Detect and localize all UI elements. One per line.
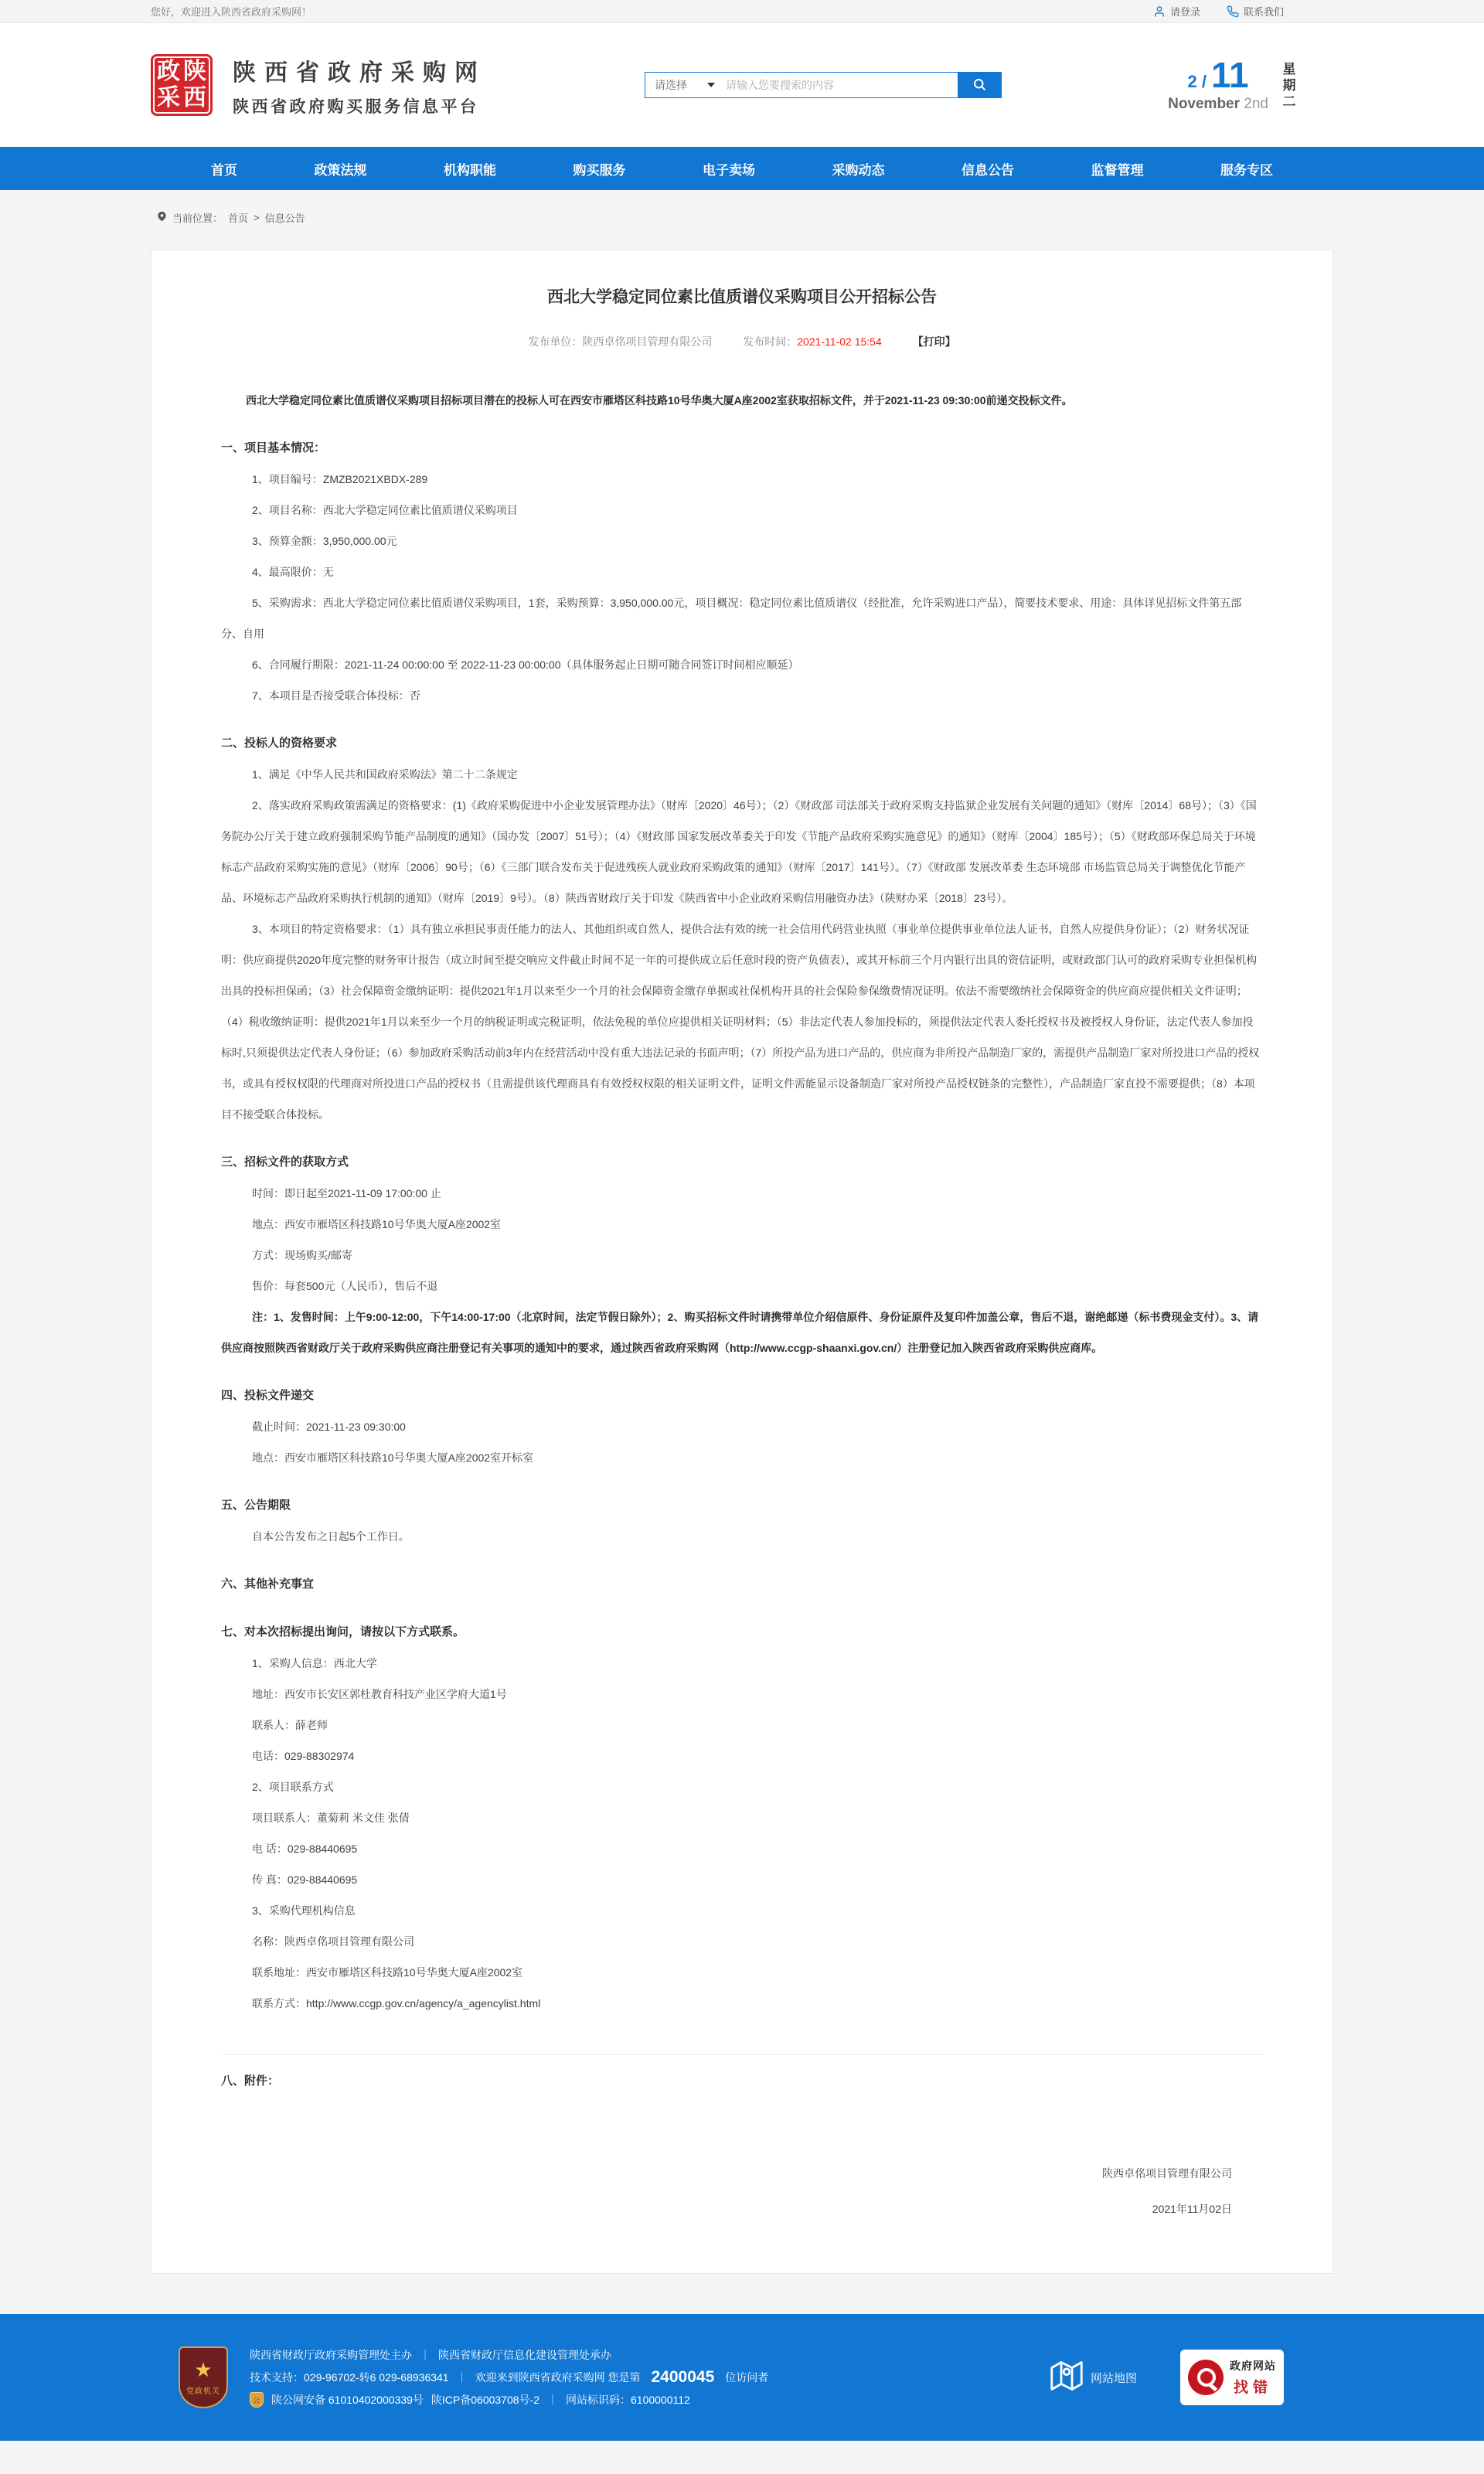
doc-paragraph: 名称：陕西卓佲项目管理有限公司 (252, 1935, 414, 1948)
doc-paragraph: 2、项目联系方式 (252, 1781, 334, 1793)
doc-paragraph: 联系方式：http://www.ccgp.gov.cn/agency/a_agencylist.html (252, 1997, 541, 2009)
doc-paragraph: 地址：西安市长安区郭杜教育科技产业区学府大道1号 (252, 1688, 507, 1700)
doc-paragraph: 自本公告发布之日起5个工作日。 (252, 1530, 410, 1543)
police-badge-icon: 公 (250, 2392, 264, 2408)
footer-separator: ｜ (420, 2349, 431, 2361)
site-subtitle: 陕西省政府购买服务信息平台 (233, 97, 479, 116)
seal-char: 政 (157, 59, 180, 84)
publish-time: 2021-11-02 15:54 (797, 335, 882, 348)
nav-item[interactable]: 服务专区 (1220, 162, 1273, 178)
doc-paragraph: 地点：西安市雁塔区科技路10号华奥大厦A座2002室 (252, 1218, 502, 1230)
chevron-down-icon (707, 83, 715, 87)
doc-paragraph: 五、公告期限 (221, 1499, 291, 1512)
doc-paragraph: 六、其他补充事宜 (221, 1577, 315, 1591)
weekday-char: 二 (1282, 94, 1296, 109)
nav-item[interactable]: 机构职能 (444, 162, 496, 178)
main-nav (0, 147, 1484, 190)
doc-paragraph: 3、采购代理机构信息 (252, 1904, 356, 1917)
map-icon (1050, 2360, 1083, 2395)
doc-paragraph: 联系人：薛老师 (252, 1719, 328, 1731)
breadcrumb-separator: > (254, 212, 260, 223)
nav-item[interactable]: 电子卖场 (703, 162, 755, 178)
nav-item[interactable]: 监督管理 (1091, 162, 1144, 178)
doc-paragraph: 方式：现场购买/邮寄 (252, 1249, 352, 1261)
date-day-big: 11 (1210, 55, 1249, 95)
contact-link[interactable] (1227, 4, 1284, 19)
site-logo-seal (151, 54, 213, 116)
party-gov-shield-icon (179, 2346, 228, 2408)
breadcrumb-current[interactable]: 信息公告 (264, 213, 305, 224)
print-button[interactable]: 【打印】 (912, 335, 956, 348)
footer-icp-record[interactable]: 陕ICP备06003708号-2 (431, 2394, 539, 2406)
sitemap-label: 网站地图 (1090, 2371, 1137, 2385)
login-label: 请登录 (1169, 6, 1200, 18)
signature-date: 2021年11月02日 (1152, 2203, 1232, 2215)
contact-label: 联系我们 (1243, 6, 1284, 18)
date-month-en: November (1168, 96, 1241, 112)
doc-paragraph: 三、招标文件的获取方式 (221, 1155, 349, 1169)
error-report-logo-icon (1188, 2360, 1224, 2395)
doc-paragraph: 传 真：029-88440695 (252, 1873, 358, 1886)
doc-paragraph: 七、对本次招标提出询问，请按以下方式联系。 (221, 1625, 465, 1639)
topbar (0, 0, 1484, 23)
nav-item[interactable]: 政策法规 (314, 162, 367, 178)
nav-item[interactable]: 采购动态 (832, 162, 885, 178)
doc-paragraph: 电话：029-88302974 (252, 1750, 355, 1762)
footer-visitor-text: 欢迎来到陕西省政府采购网 您是第 (475, 2371, 641, 2384)
site-name: 陕西省政府采购网 (233, 60, 486, 86)
breadcrumb-row (151, 190, 1333, 225)
gov-site-error-report-badge[interactable] (1180, 2350, 1284, 2405)
footer-separator: ｜ (546, 2394, 558, 2406)
doc-paragraph: 1、满足《中华人民共和国政府采购法》第二十二条规定 (252, 768, 518, 781)
doc-paragraph: 6、合同履行期限：2021-11-24 00:00:00 至 2022-11-23 00:00:00（具体服务起止日期可随合同签订时间相应顺延） (252, 658, 799, 671)
doc-paragraph: 2、落实政府采购政策需满足的资格要求：(1)《政府采购促进中小企业发展管理办法》（财库〔2020〕46号）；（2）《财政部 司法部关于政府采购支持监狱企业发展有关问题的通知》（财库〔2014〕68号）；（3）《国务院办公厅关于建立政府强制采购节能产品制度的通知》（国办发〔2007〕51号）；（4）《财政部 国家发展改革委关于印发《节能产品政府采购实施意见》的通知》（财库〔2004〕185号）；（5）《财政部环保总局关于环境标志产品政府采购实施的意见》（财库〔2006〕90号；（6）《三部门联合发布关于促进残疾人就业政府采购政策的通知》（财库〔2017〕141号）。（7）《财政部 发展改革委 生态环境部 市场监管总局关于调整优化节能产品、环境标志产品政府采购执行机制的通知》（财库〔2019〕9号）。（8）陕西省财政厅关于印发《陕西省中小企业政府采购信用融资办法》（陕财办采〔2018〕23号）。 (221, 799, 1257, 904)
footer-site-code: 网站标识码：6100000112 (565, 2394, 690, 2406)
seal-char: 陕 (183, 59, 206, 84)
doc-paragraph: 地点：西安市雁塔区科技路10号华奥大厦A座2002室开标室 (252, 1451, 534, 1464)
search-icon (972, 77, 986, 94)
signature-company: 陕西卓佲项目管理有限公司 (1102, 2167, 1232, 2180)
doc-paragraph: 四、投标文件递交 (221, 1389, 315, 1402)
doc-paragraph: 二、投标人的资格要求 (221, 737, 338, 750)
doc-paragraph: 注：1、发售时间：上午9:00-12:00，下午14:00-17:00（北京时间，法定节假日除外）；2、购买招标文件时请携带单位介绍信原件、身份证原件及复印件加盖公章，售后不退，谢绝邮递（标书费现金支付）。3、请供应商按照陕西省财政厅关于政府采购供应商注册登记有关事项的通知中的要求，通过陕西省政府采购网（http://www.ccgp-shaanxi.gov.cn/）注册登记加入陕西省政府采购供应商库。 (221, 1311, 1259, 1354)
doc-paragraph: 一、项目基本情况： (221, 441, 326, 454)
nav-item[interactable]: 信息公告 (962, 162, 1014, 178)
search-bar (645, 72, 1002, 98)
visitor-count: 2400045 (651, 2368, 715, 2386)
doc-paragraph: 电 话：029-88440695 (252, 1843, 358, 1855)
search-button[interactable] (958, 73, 1001, 97)
publish-unit: 陕西卓佲项目管理有限公司 (582, 335, 713, 348)
doc-paragraph: 3、本项目的特定资格要求：（1）具有独立承担民事责任能力的法人、其他组织或自然人，提供合法有效的统一社会信用代码营业执照（事业单位提供事业单位法人证书，自然人应提供身份证）；（2）财务状况证明：供应商提供2020年度完整的财务审计报告（成立时间至提交响应文件截止时间不足一年的可提供成立后任意时段的资产负债表），或其开标前三个月内银行出具的资信证明，或财政部门认可的政府采购专业担保机构出具的投标担保函；（3）社会保障资金缴纳证明：提供2021年1月以来至少一个月的社会保障资金缴存单据或社保机构开具的社会保险参保缴费情况证明。依法不需要缴纳社会保障资金的供应商应提供相关文件证明；（4）税收缴纳证明：提供2021年1月以来至少一个月的纳税证明或完税证明，依法免税的单位应提供相关证明材料；（5）非法定代表人参加投标的，须提供法定代表人委托授权书及被授权人身份证，法定代表人参加投标时,只须提供法定代表人身份证；（6）参加政府采购活动前3年内在经营活动中没有重大违法记录的书面声明；（7）所投产品为进口产品的，供应商为非所投产品制造厂家的，需提供产品制造厂家对所投进口产品的授权书，或具有授权权限的代理商对所投进口产品的授权书（且需提供该代理商具有有效授权权限的相关证明文件，证明文件需能显示设备制造厂家对所投产品授权链条的完整性），产品制造厂家直投不需要提供；（8）本项目不接受联合体投标。 (221, 923, 1260, 1121)
footer-separator: ｜ (456, 2371, 468, 2384)
error-badge-title: 政府网站 (1230, 2360, 1276, 2372)
doc-paragraph: 3、预算金额：3,950,000.00元 (252, 535, 397, 547)
nav-item[interactable]: 购买服务 (573, 162, 626, 178)
doc-paragraph: 5、采购需求：西北大学稳定同位素比值质谱仪采购项目，1套，采购预算：3,950,000.00元，项目概况：稳定同位素比值质谱仪（经批准，允许采购进口产品），简要技术要求、用途：具体详见招标文件第五部分、自用 (221, 597, 1242, 640)
doc-paragraph: 1、采购人信息：西北大学 (252, 1657, 377, 1669)
footer-line-3 (250, 2392, 1050, 2408)
location-pin-icon (157, 210, 167, 225)
weekday-char: 星 (1282, 61, 1296, 77)
sitemap-link[interactable] (1050, 2360, 1137, 2395)
announcement-card (151, 250, 1333, 2274)
doc-paragraph: 4、最高限价：无 (252, 566, 334, 578)
user-icon (1153, 5, 1166, 18)
page-title: 西北大学稳定同位素比值质谱仪采购项目公开招标公告 (547, 288, 937, 306)
footer-line-2 (250, 2368, 1050, 2387)
date-day-en: 2nd (1244, 96, 1268, 112)
attachment-heading: 八、附件： (221, 2074, 280, 2088)
doc-paragraph: 西北大学稳定同位素比值质谱仪采购项目招标项目潜在的投标人可在西安市雁塔区科技路10号华奥大厦A座2002室获取招标文件，并于2021-11-23 09:30:00前递交投标文件。 (246, 394, 1073, 407)
nav-item[interactable]: 首页 (211, 162, 237, 178)
weekday-char: 期 (1282, 77, 1296, 93)
error-badge-action: 找错 (1233, 2380, 1272, 2396)
date-widget (1168, 57, 1296, 113)
search-category-select[interactable] (645, 73, 726, 97)
signature-block (221, 2156, 1263, 2227)
breadcrumb (151, 210, 1333, 225)
seal-char: 西 (183, 85, 206, 111)
site-footer (0, 2314, 1484, 2441)
shield-label: 党政机关 (186, 2387, 220, 2396)
footer-line-1 (250, 2347, 1050, 2363)
publish-unit-label: 发布单位： (528, 335, 583, 348)
breadcrumb-label: 当前位置： (172, 213, 223, 224)
publish-time-label: 发布时间： (743, 335, 798, 348)
search-select-label: 请选择 (655, 79, 687, 91)
star-icon: ★ (194, 2357, 213, 2381)
footer-organizer: 陕西省财政厅政府采购管理处主办 (250, 2349, 412, 2361)
attachment-divider (221, 2054, 1263, 2055)
footer-co-organizer: 陕西省财政厅信息化建设管理处承办 (438, 2349, 611, 2361)
doc-paragraph: 1、项目编号：ZMZB2021XBDX-289 (252, 473, 428, 485)
doc-paragraph: 项目联系人：董菊莉 米文佳 张倩 (252, 1812, 410, 1824)
doc-paragraph: 联系地址：西安市雁塔区科技路10号华奥大厦A座2002室 (252, 1966, 523, 1979)
breadcrumb-home[interactable]: 首页 (228, 213, 249, 224)
doc-paragraph: 7、本项目是否接受联合体投标：否 (252, 689, 420, 702)
seal-char: 采 (157, 85, 180, 111)
publish-info-row (221, 334, 1263, 349)
doc-paragraph: 售价：每套500元（人民币），售后不退 (252, 1280, 438, 1292)
site-header (0, 23, 1484, 147)
footer-tech-support: 技术支持：029-96702-转6 029-68936341 (250, 2371, 449, 2384)
search-input[interactable] (726, 73, 958, 97)
login-link[interactable] (1153, 4, 1200, 19)
date-month-small: 2 / (1187, 72, 1207, 91)
announcement-body (221, 385, 1263, 2019)
doc-paragraph: 2、项目名称：西北大学稳定同位素比值质谱仪采购项目 (252, 504, 518, 516)
phone-icon (1227, 5, 1239, 18)
welcome-text: 您好，欢迎进入陕西省政府采购网！ (151, 6, 312, 18)
footer-visitor-suffix: 位访问者 (725, 2371, 769, 2384)
date-weekday (1282, 61, 1296, 110)
footer-police-record[interactable]: 陕公网安备 61010402000339号 (271, 2394, 424, 2406)
doc-paragraph: 截止时间：2021-11-23 09:30:00 (252, 1421, 406, 1433)
doc-paragraph: 时间：即日起至2021-11-09 17:00:00 止 (252, 1187, 441, 1200)
